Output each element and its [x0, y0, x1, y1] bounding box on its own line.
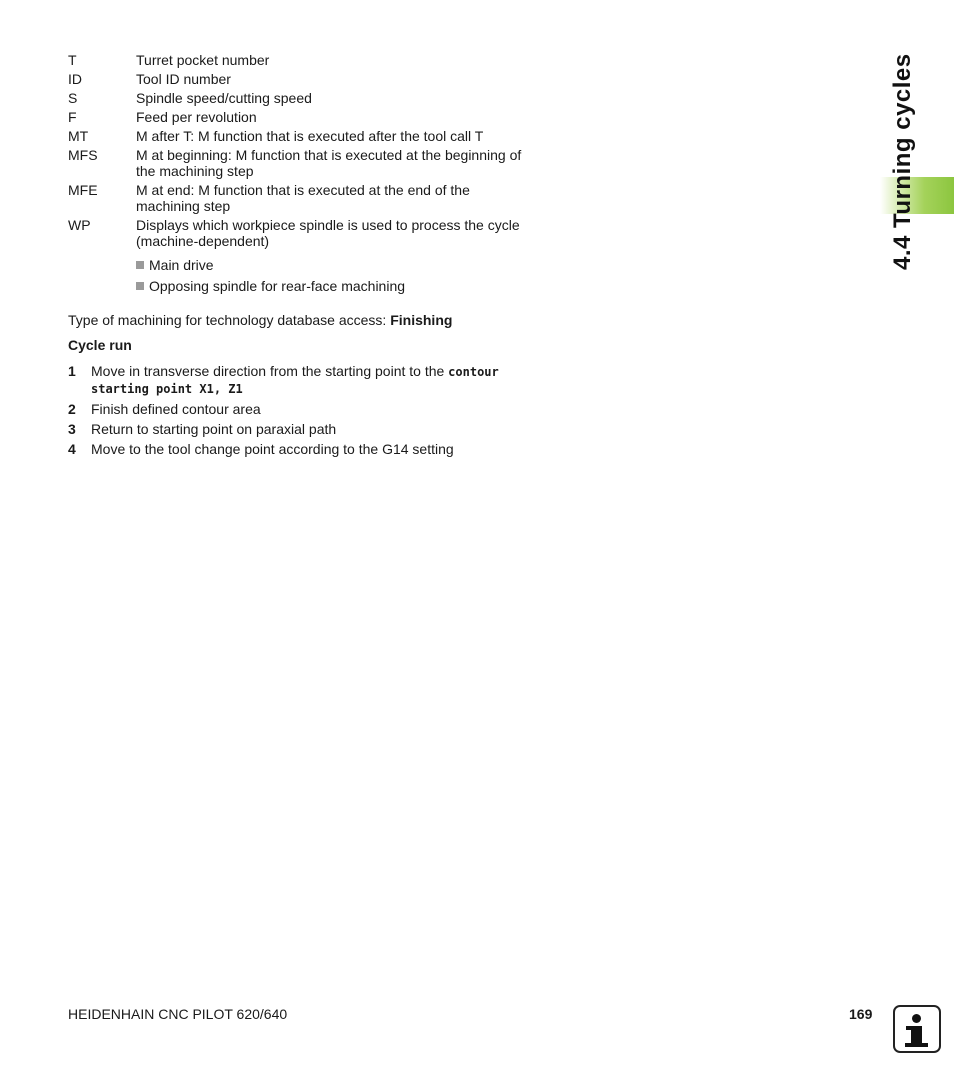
wp-option-list [136, 257, 528, 294]
info-icon [893, 1005, 941, 1053]
square-bullet-icon [136, 261, 144, 269]
param-key: MFS [68, 147, 98, 163]
option-label: Main drive [149, 257, 214, 273]
param-row-mt [68, 128, 528, 144]
square-bullet-icon [136, 282, 144, 290]
step-item [68, 363, 528, 397]
param-row-wp [68, 217, 528, 249]
step-text [91, 363, 528, 397]
param-key: WP [68, 217, 91, 233]
param-key: S [68, 90, 78, 106]
param-desc: Displays which workpiece spindle is used to process the cycle (machine-dependent) [136, 217, 520, 249]
param-desc: Turret pocket number [136, 52, 270, 68]
step-item [68, 441, 528, 457]
param-desc: Feed per revolution [136, 109, 257, 125]
technology-text: Type of machining for technology database access: [68, 312, 391, 328]
info-dot [912, 1014, 921, 1023]
info-stem [911, 1026, 922, 1044]
footer-product: HEIDENHAIN CNC PILOT 620/640 [68, 1006, 288, 1022]
step-number: 1 [68, 363, 76, 379]
list-item [136, 278, 528, 294]
param-row-mfs [68, 147, 528, 179]
cycle-run-steps [68, 363, 528, 461]
param-row-id [68, 71, 528, 87]
param-key: T [68, 52, 77, 68]
step-number: 3 [68, 421, 76, 437]
chapter-side-title: 4.4 Turning cycles [889, 53, 916, 270]
page-number: 169 [849, 1006, 873, 1022]
step-item [68, 421, 528, 437]
step-text: Return to starting point on paraxial path [91, 421, 337, 437]
step-number: 4 [68, 441, 76, 457]
param-row-mfe [68, 182, 528, 214]
info-base [905, 1043, 928, 1047]
param-desc: Tool ID number [136, 71, 231, 87]
param-key: ID [68, 71, 82, 87]
param-key: MT [68, 128, 89, 144]
param-desc: M at beginning: M function that is executed at the beginning of the machining step [136, 147, 522, 179]
technology-note [68, 312, 452, 328]
param-row-t [68, 52, 528, 68]
parameter-list [68, 52, 528, 299]
param-desc: M at end: M function that is executed at the end of the machining step [136, 182, 470, 214]
param-desc: M after T: M function that is executed after the tool call T [136, 128, 484, 144]
technology-value: Finishing [390, 312, 453, 328]
cycle-run-heading: Cycle run [68, 337, 132, 353]
list-item [136, 257, 528, 273]
param-key: MFE [68, 182, 98, 198]
step-text: Finish defined contour area [91, 401, 261, 417]
param-row-f [68, 109, 528, 125]
step-number: 2 [68, 401, 76, 417]
param-desc: Spindle speed/cutting speed [136, 90, 312, 106]
param-key: F [68, 109, 77, 125]
step-code: contour starting point X1, Z1 [91, 365, 499, 396]
option-label: Opposing spindle for rear-face machining [149, 278, 406, 294]
step-text-plain: Move in transverse direction from the starting point to the [91, 363, 449, 379]
param-row-s [68, 90, 528, 106]
step-item [68, 401, 528, 417]
step-text: Move to the tool change point according to the G14 setting [91, 441, 454, 457]
